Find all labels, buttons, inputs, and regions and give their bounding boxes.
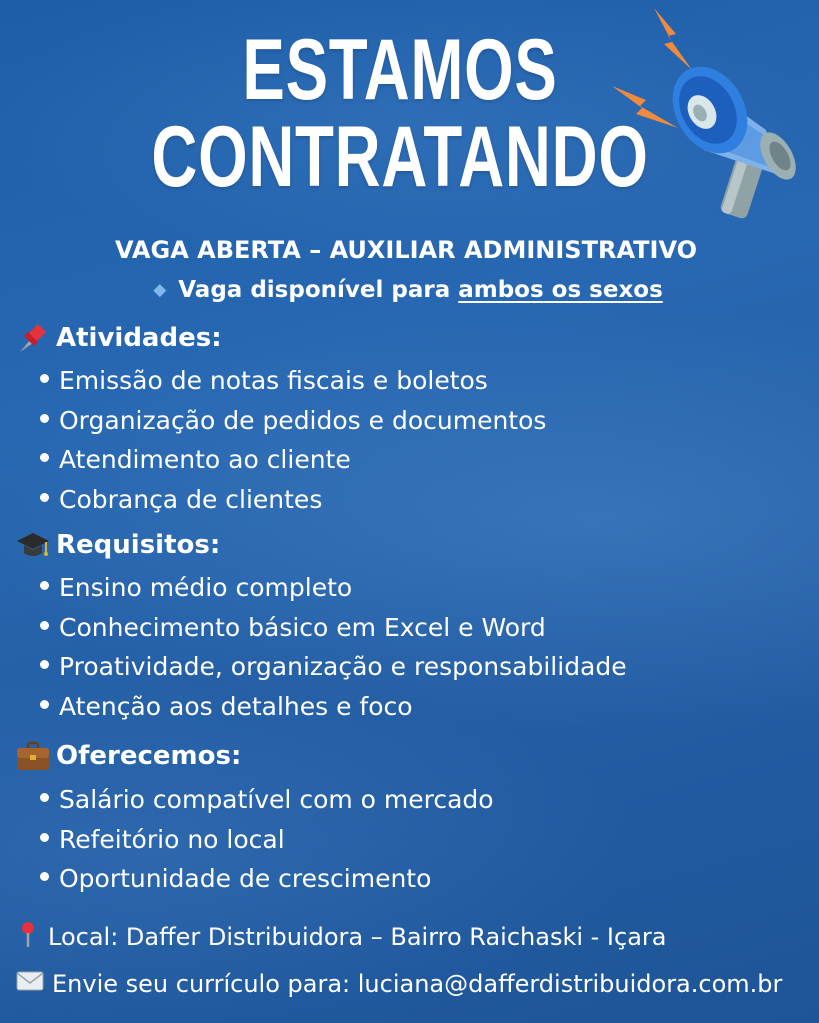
email-line bbox=[16, 970, 782, 998]
section-title-atividades bbox=[16, 322, 222, 354]
availability-underlined: ambos os sexos bbox=[458, 277, 663, 303]
lightning-bolt-icon bbox=[654, 8, 692, 70]
list-item bbox=[40, 859, 494, 899]
lightning-bolt-icon bbox=[612, 86, 678, 128]
list-item-text: Refeitório no local bbox=[59, 824, 285, 854]
bullet-icon bbox=[40, 621, 49, 630]
bullet-icon bbox=[40, 493, 49, 502]
section-title-requisitos bbox=[16, 529, 220, 561]
list-item-text: Cobrança de clientes bbox=[59, 484, 323, 514]
bullet-icon bbox=[40, 833, 49, 842]
location-pin-icon bbox=[16, 920, 40, 954]
requisitos-list bbox=[40, 568, 627, 726]
envelope-icon bbox=[16, 970, 44, 998]
bullet-icon bbox=[40, 374, 49, 383]
list-item-text: Proatividade, organização e responsabilidade bbox=[59, 652, 627, 681]
list-item bbox=[40, 608, 627, 648]
list-item bbox=[40, 820, 494, 860]
list-item-text: Ensino médio completo bbox=[59, 573, 353, 602]
atividades-list bbox=[40, 361, 546, 519]
list-item bbox=[40, 361, 546, 401]
list-item-text: Atendimento ao cliente bbox=[59, 445, 351, 474]
location-line bbox=[16, 920, 666, 954]
list-item bbox=[40, 401, 546, 441]
job-title: VAGA ABERTA – AUXILIAR ADMINISTRATIVO bbox=[114, 236, 698, 264]
bullet-icon bbox=[40, 660, 49, 669]
list-item bbox=[40, 687, 627, 727]
list-item-text: Salário compatível com o mercado bbox=[59, 785, 494, 814]
availability-note bbox=[0, 277, 816, 303]
pushpin-icon bbox=[16, 322, 50, 354]
bullet-icon bbox=[40, 793, 49, 802]
briefcase-icon bbox=[16, 740, 50, 772]
section-title-label: Oferecemos: bbox=[56, 741, 242, 771]
list-item bbox=[40, 440, 546, 480]
availability-prefix: Vaga disponível para bbox=[178, 277, 459, 303]
list-item-text: Organização de pedidos e documentos bbox=[59, 405, 547, 435]
list-item bbox=[40, 568, 627, 608]
graduation-cap-icon bbox=[16, 529, 50, 561]
megaphone-icon bbox=[606, 0, 806, 225]
list-item bbox=[40, 647, 627, 687]
email-text[interactable]: Envie seu currículo para: luciana@dafferdistribuidora.com.br bbox=[52, 970, 783, 998]
diamond-icon: ◆ bbox=[153, 280, 167, 300]
location-text: Local: Daffer Distribuidora – Bairro Raichaski - Içara bbox=[48, 923, 667, 951]
section-title-label: Atividades: bbox=[56, 323, 222, 353]
oferecemos-list bbox=[40, 780, 494, 899]
bullet-icon bbox=[40, 872, 49, 881]
list-item-text: Conhecimento básico em Excel e Word bbox=[59, 612, 546, 642]
headline-line-1: ESTAMOS bbox=[242, 22, 558, 118]
list-item-text: Atenção aos detalhes e foco bbox=[59, 691, 413, 721]
list-item bbox=[40, 480, 546, 520]
list-item-text: Oportunidade de crescimento bbox=[59, 864, 432, 893]
headline-line-2: CONTRATANDO bbox=[151, 109, 649, 205]
list-item bbox=[40, 780, 494, 820]
bullet-icon bbox=[40, 700, 49, 709]
section-title-oferecemos bbox=[16, 740, 241, 772]
bullet-icon bbox=[40, 414, 49, 423]
bullet-icon bbox=[40, 581, 49, 590]
list-item-text: Emissão de notas fiscais e boletos bbox=[59, 366, 488, 395]
section-title-label: Requisitos: bbox=[56, 530, 221, 560]
bullet-icon bbox=[40, 453, 49, 462]
